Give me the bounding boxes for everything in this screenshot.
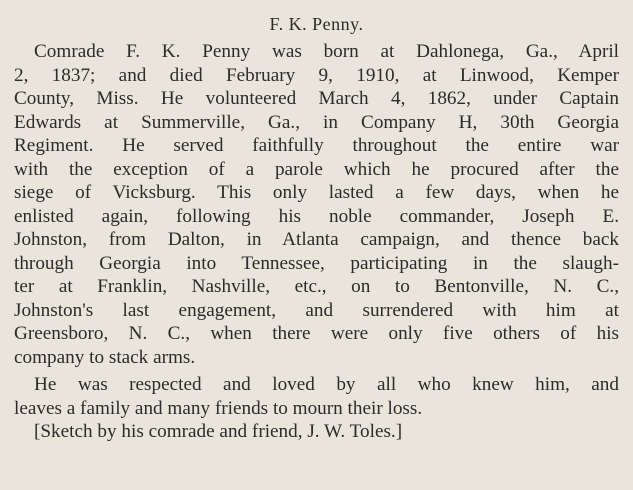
text-line: leaves a family and many friends to mourn their loss. (14, 397, 423, 419)
text-line: County, Miss. He volunteered March 4, 1862, under Captain (14, 88, 619, 109)
text-line: Regiment. He served faithfully throughout the entire war (14, 135, 619, 156)
text-line: ter at Franklin, Nashville, etc., on to Bentonville, N. C., (14, 276, 619, 297)
text-line: Greensboro, N. C., when there were only five others of his (14, 323, 619, 344)
obituary-body-paragraph (14, 40, 619, 369)
text-line: 2, 1837; and died February 9, 1910, at Linwood, Kemper (14, 64, 619, 86)
text-line: Johnston, from Dalton, in Atlanta campaign, and thence back (14, 229, 619, 250)
text-line: through Georgia into Tennessee, participating in the slaugh- (14, 252, 619, 274)
text-line: He was respected and loved by all who knew him, and (34, 374, 619, 395)
text-line: Johnston's last engagement, and surrendered with him at (14, 299, 619, 321)
text-line: company to stack arms. (14, 346, 196, 368)
text-line: with the exception of a parole which he procured after the (14, 158, 619, 180)
obituary-closing-paragraph (14, 373, 619, 420)
text-line: siege of Vicksburg. This only lasted a few days, when he (14, 182, 619, 203)
text-line: Edwards at Summerville, Ga., in Company H, 30th Georgia (14, 111, 619, 133)
text-line: Comrade F. K. Penny was born at Dahlonega, Ga., April (34, 41, 619, 62)
obituary-title: F. K. Penny. (269, 14, 364, 34)
text-line: enlisted again, following his noble commander, Joseph E. (14, 205, 619, 227)
sketch-credit (14, 420, 619, 444)
credit-line: [Sketch by his comrade and friend, J. W. Toles.] (34, 421, 403, 442)
